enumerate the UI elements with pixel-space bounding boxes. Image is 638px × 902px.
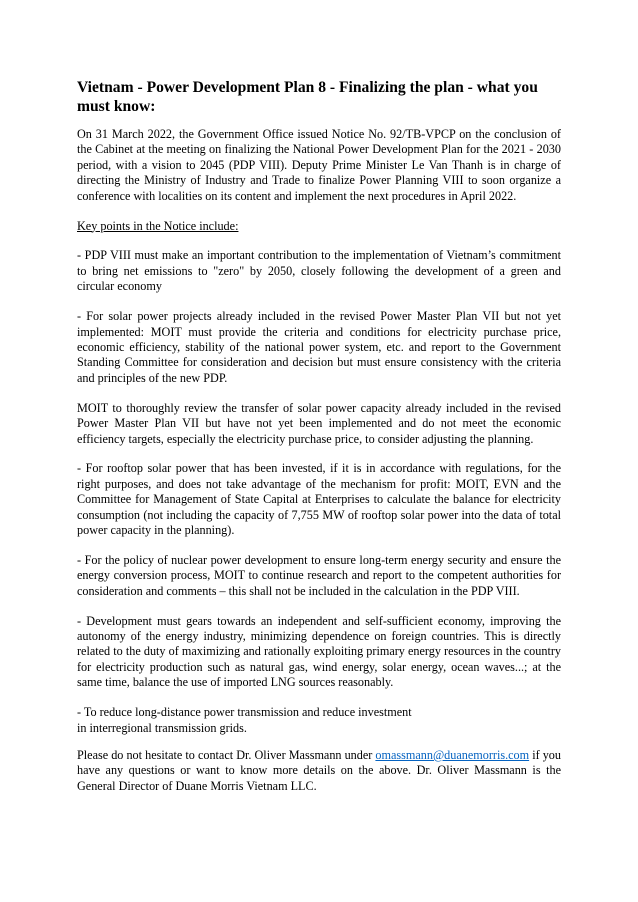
point-self-sufficient-economy: - Development must gears towards an independent and self-sufficient economy, improving the autonomy of the energy industry, minimizing dependence on foreign countries. This is directly related to the duty of maximizing and rationally exploiting primary energy resources in the country for electricity production such as natural gas, wind energy, solar energy, ocean waves...; at the same time, balance the use of imported LNG sources reasonably. — [77, 613, 561, 690]
point-transmission-line-1: - To reduce long-distance power transmission and reduce investment — [77, 705, 412, 720]
document-title: Vietnam - Power Development Plan 8 - Finalizing the plan - what you must know: — [77, 79, 538, 115]
key-points-heading: Key points in the Notice include: — [77, 218, 239, 233]
point-transmission-line-2: in interregional transmission grids. — [77, 720, 247, 735]
document-page — [77, 78, 561, 809]
contact-paragraph — [77, 748, 561, 794]
point-solar-capacity-review: MOIT to thoroughly review the transfer of solar power capacity already included in the revised Power Master Plan VII but have not yet been implemented and do not meet the economic efficiency targets, especially the electricity purchase price, to consider adjusting the planning. — [77, 400, 561, 446]
point-rooftop-solar: - For rooftop solar power that has been invested, if it is in accordance with regulations, for the right purposes, and does not take advantage of the mechanism for profit: MOIT, EVN and the Committee for Management of State Capital at Enterprises to calculate the balance for electricity consumption (not including the capacity of 7,755 MW of rooftop solar power into the data of total power capacity in the planning). — [77, 461, 561, 538]
point-nuclear-power: - For the policy of nuclear power development to ensure long-term energy security and ensure the energy conversion process, MOIT to continue research and report to the competent authorities for consideration and comments – this shall not be included in the calculation in the PDP VIII. — [77, 552, 561, 598]
contact-text-before: Please do not hesitate to contact Dr. Oliver Massmann under — [77, 748, 376, 762]
point-solar-projects: - For solar power projects already included in the revised Power Master Plan VII but not yet implemented: MOIT must provide the criteria and conditions for electricity purchase price, economic efficiency, stability of the national power system, etc. and report to the Government Standing Committee for consideration and decision but must ensure consistency with the criteria and principles of the new PDP. — [77, 309, 561, 385]
contact-email-link[interactable]: omassmann@duanemorris.com — [375, 748, 530, 762]
intro-paragraph: On 31 March 2022, the Government Office issued Notice No. 92/TB-VPCP on the conclusion of the Cabinet at the meeting on finalizing the National Power Development Plan for the 2021 - 2030 period, with a vision to 2045 (PDP VIII). Deputy Prime Minister Le Van Thanh is in charge of directing the Ministry of Industry and Trade to finalize Power Planning VIII to soon organize a conference with localities on its content and implement the next procedures in April 2022. — [77, 127, 561, 203]
point-transmission — [77, 705, 561, 736]
contact-text-after: if you have any questions or want to know more details on the above. Dr. Oliver Massmann is the General Director of Duane Morris Vietnam LLC. — [77, 748, 561, 793]
point-net-zero: - PDP VIII must make an important contribution to the implementation of Vietnam’s commitment to bring net emissions to "zero" by 2050, closely following the development of a green and circular economy — [77, 248, 561, 294]
